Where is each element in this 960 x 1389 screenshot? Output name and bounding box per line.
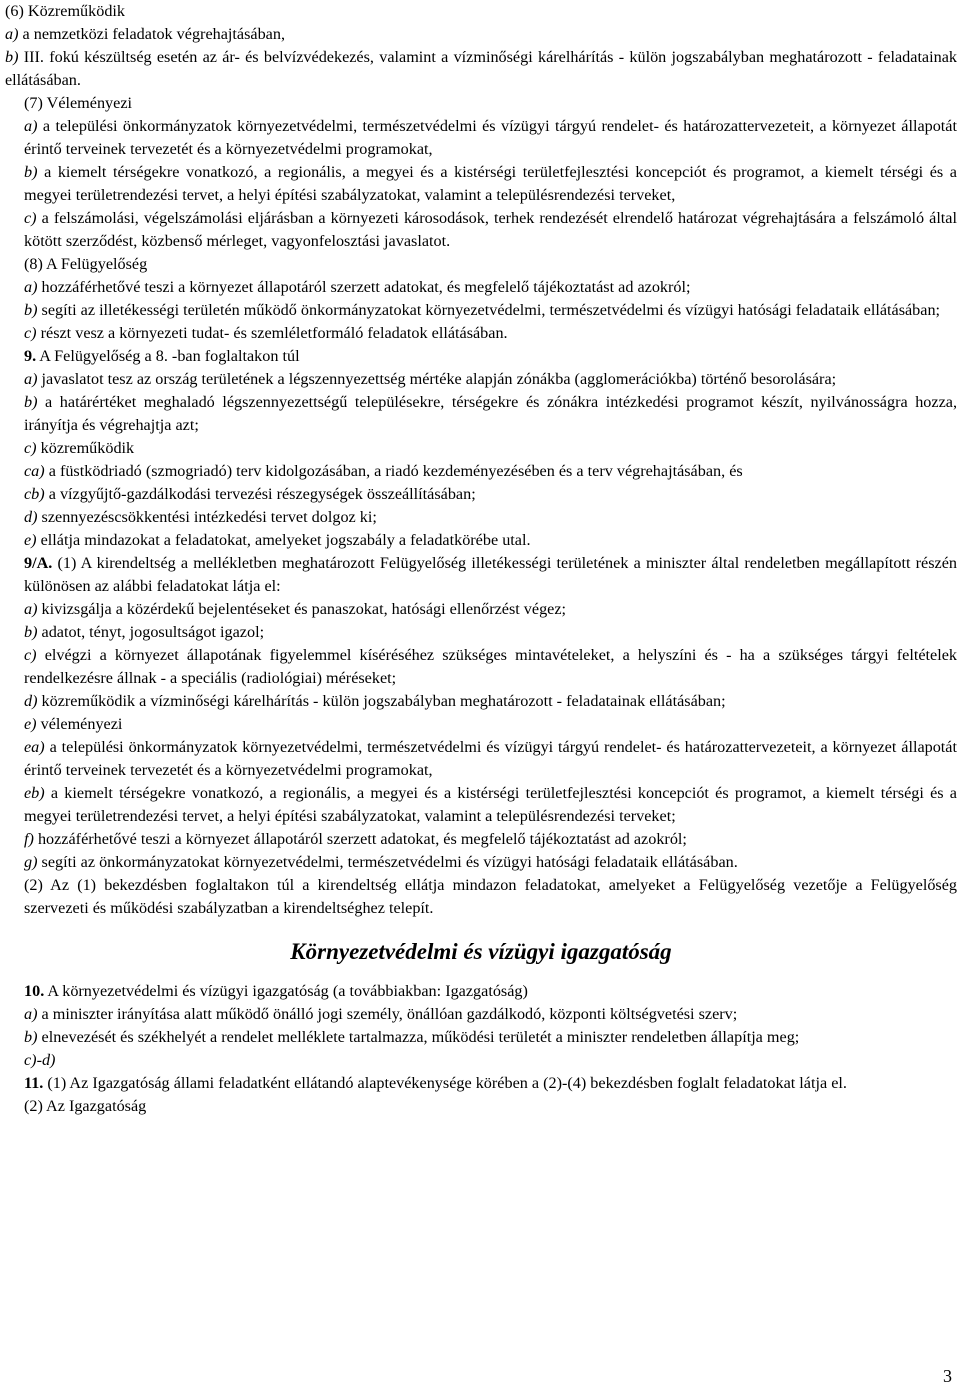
section-number: 9/A. — [24, 554, 53, 572]
item-label: g) — [24, 853, 38, 871]
section-number: 11. — [24, 1074, 44, 1092]
document-page — [5, 0, 957, 1118]
item-label: ca) — [24, 462, 45, 480]
paragraph — [5, 598, 957, 621]
paragraph — [5, 322, 957, 345]
paragraph — [5, 690, 957, 713]
paragraph-text: (2) Az Igazgatóság — [24, 1097, 147, 1115]
paragraph-text: a határértéket meghaladó légszennyezettségű településekre, térségekre és zónákra intézkedési programot készít, nyilvánosságra hozza, irányítja és végrehajtja azt; — [24, 393, 957, 434]
paragraph — [5, 980, 957, 1003]
item-label: a) — [24, 1005, 38, 1023]
paragraph — [5, 1095, 957, 1118]
section-igazgatosag — [5, 980, 957, 1118]
item-label: e) — [24, 715, 37, 733]
paragraph — [5, 299, 957, 322]
paragraph — [5, 529, 957, 552]
paragraph-text: a nemzetközi feladatok végrehajtásában, — [18, 25, 285, 43]
item-label: b) — [24, 301, 38, 319]
item-label: c) — [24, 324, 37, 342]
paragraph-text: (7) Véleményezi — [24, 94, 133, 112]
item-label: a) — [24, 370, 38, 388]
paragraph-text: (2) Az (1) bekezdésben foglaltakon túl a kirendeltség ellátja mindazon feladatokat, amelyeket a Felügyelőség vezetője a Felügyelőség szervezeti és működési szabályzatban a kirendeltséghez telepít. — [24, 876, 957, 917]
item-label: ea) — [24, 738, 45, 756]
paragraph — [5, 92, 957, 115]
paragraph-text: a kiemelt térségekre vonatkozó, a regionális, a megyei és a kistérségi területfejlesztési koncepciót és programot, a kiemelt térségi és a megyei területrendezési tervet, a helyi építési szabályzatokat, valamint a településrendezési terveket, — [24, 163, 957, 204]
paragraph-text: segíti az önkormányzatokat környezetvédelmi, természetvédelmi és vízügyi hatósági feladataik ellátásában. — [37, 853, 738, 871]
paragraph-text: javaslatot tesz az ország területének a légszennyezettség mértéke alapján zónákba (agglomerációkba) történő besorolására; — [37, 370, 837, 388]
paragraph — [5, 736, 957, 782]
paragraph-text: A környezetvédelmi és vízügyi igazgatóság (a továbbiakban: Igazgatóság) — [44, 982, 528, 1000]
paragraph — [5, 253, 957, 276]
paragraph-text: a települési önkormányzatok környezetvédelmi, természetvédelmi és vízügyi tárgyú rendelet- és határozattervezeteit, a környezet állapotát érintő terveinek tervezetét és a környezetvédelmi programokat, — [24, 117, 957, 158]
paragraph — [5, 368, 957, 391]
paragraph-text: A Felügyelőség a 8. -ban foglaltakon túl — [36, 347, 300, 365]
item-label: cb) — [24, 485, 45, 503]
paragraph — [5, 46, 957, 92]
paragraph — [5, 506, 957, 529]
paragraph-text: III. fokú készültség esetén az ár- és belvízvédekezés, valamint a vízminőségi kárelhárítás - külön jogszabályban meghatározott - feladatainak ellátásában. — [5, 48, 957, 89]
paragraph-text: véleményezi — [36, 715, 123, 733]
paragraph-text: ellátja mindazokat a feladatokat, amelyeket jogszabály a feladatkörébe utal. — [36, 531, 531, 549]
paragraph — [5, 874, 957, 920]
paragraph-text: a települési önkormányzatok környezetvédelmi, természetvédelmi és vízügyi tárgyú rendelet- és határozattervezeteit, a környezet állapotát érintő terveinek tervezetét és a környezetvédelmi programokat, — [24, 738, 957, 779]
paragraph — [5, 621, 957, 644]
item-label: b) — [24, 623, 38, 641]
paragraph — [5, 1072, 957, 1095]
paragraph-text: közreműködik a vízminőségi kárelhárítás - külön jogszabályban meghatározott - feladatainak ellátásában; — [37, 692, 726, 710]
item-label: b) — [5, 48, 19, 66]
item-label: a) — [5, 25, 19, 43]
section-number: 9. — [24, 347, 37, 365]
paragraph — [5, 782, 957, 828]
paragraph-text: (1) A kirendeltség a mellékletben meghatározott Felügyelőség illetékességi területének a miniszter által rendeletben megállapított részén különösen az alábbi feladatokat látja el: — [24, 554, 957, 595]
paragraph — [5, 23, 957, 46]
paragraph — [5, 276, 957, 299]
paragraph — [5, 437, 957, 460]
item-label: a) — [24, 278, 38, 296]
paragraph — [5, 1003, 957, 1026]
item-label: b) — [24, 1028, 38, 1046]
paragraph — [5, 713, 957, 736]
paragraph-text: a felszámolási, végelszámolási eljárásban a környezeti károsodások, terhek rendezését elrendelő határozat végrehajtására a felszámoló által kötött szerződést, közbenső mérleget, vagyonfelosztási javaslatot. — [24, 209, 957, 250]
paragraph-text: szennyezéscsökkentési intézkedési tervet dolgoz ki; — [37, 508, 377, 526]
item-label: b) — [24, 163, 38, 181]
paragraph — [5, 828, 957, 851]
item-label: f) — [24, 830, 34, 848]
page-number: 3 — [943, 1366, 952, 1386]
paragraph — [5, 1026, 957, 1049]
paragraph-text: közreműködik — [36, 439, 135, 457]
item-label: e) — [24, 531, 37, 549]
paragraph-text: elnevezését és székhelyét a rendelet melléklete tartalmazza, működési területét a miniszter rendeletben állapítja meg; — [37, 1028, 800, 1046]
paragraph — [5, 0, 957, 23]
paragraph — [5, 391, 957, 437]
paragraph — [5, 1049, 957, 1072]
paragraph — [5, 644, 957, 690]
paragraph — [5, 161, 957, 207]
item-label: c) — [24, 209, 37, 227]
item-label: c)-d) — [24, 1051, 56, 1069]
item-label: b) — [24, 393, 38, 411]
item-label: a) — [24, 600, 38, 618]
paragraph-text: hozzáférhetővé teszi a környezet állapotáról szerzett adatokat, és megfelelő tájékoztatást ad azokról; — [33, 830, 687, 848]
paragraph-text: (6) Közreműködik — [5, 2, 126, 20]
section-number: 10. — [24, 982, 45, 1000]
paragraph-text: segíti az illetékességi területén működő önkormányzatokat környezetvédelmi, természetvédelmi és vízügyi hatósági feladataik ellátásában; — [37, 301, 941, 319]
item-label: c) — [24, 646, 37, 664]
section-felugyeloseg — [5, 0, 957, 920]
paragraph — [5, 460, 957, 483]
paragraph-text: adatot, tényt, jogosultságot igazol; — [37, 623, 265, 641]
paragraph-text: a füstködriadó (szmogriadó) terv kidolgozásában, a riadó kezdeményezésében és a terv végrehajtásában, és — [44, 462, 743, 480]
paragraph-text: a miniszter irányítása alatt működő önálló jogi személy, önállóan gazdálkodó, központi költségvetési szerv; — [37, 1005, 738, 1023]
paragraph-text: (8) A Felügyelőség — [24, 255, 148, 273]
paragraph — [5, 552, 957, 598]
paragraph-text: a vízgyűjtő-gazdálkodási tervezési részegységek összeállításában; — [44, 485, 476, 503]
paragraph — [5, 115, 957, 161]
paragraph-text: hozzáférhetővé teszi a környezet állapotáról szerzett adatokat, és megfelelő tájékoztatást ad azokról; — [37, 278, 691, 296]
paragraph — [5, 851, 957, 874]
paragraph-text: részt vesz a környezeti tudat- és szemléletformáló feladatok ellátásában. — [36, 324, 508, 342]
item-label: d) — [24, 692, 38, 710]
section-heading: Környezetvédelmi és vízügyi igazgatóság — [290, 939, 672, 964]
item-label: a) — [24, 117, 38, 135]
item-label: d) — [24, 508, 38, 526]
paragraph — [5, 345, 957, 368]
paragraph — [5, 207, 957, 253]
paragraph — [5, 483, 957, 506]
paragraph-text: (1) Az Igazgatóság állami feladatként ellátandó alaptevékenysége körében a (2)-(4) bekezdésben foglalt feladatokat látja el. — [43, 1074, 847, 1092]
paragraph-text: a kiemelt térségekre vonatkozó, a regionális, a megyei és a kistérségi területfejlesztési koncepciót és programot, a kiemelt térségi és a megyei területrendezési tervet, a helyi építési szabályzatokat, valamint a településrendezési terveket; — [24, 784, 957, 825]
item-label: eb) — [24, 784, 45, 802]
item-label: c) — [24, 439, 37, 457]
paragraph-text: kivizsgálja a közérdekű bejelentéseket és panaszokat, hatósági ellenőrzést végez; — [37, 600, 567, 618]
paragraph-text: elvégzi a környezet állapotának figyelemmel kíséréséhez szükséges mintavételeket, a helyszíni és - ha a szükséges tárgyi feltételek rendelkezésre állnak - a speciális (radiológiai) méréseket; — [24, 646, 957, 687]
